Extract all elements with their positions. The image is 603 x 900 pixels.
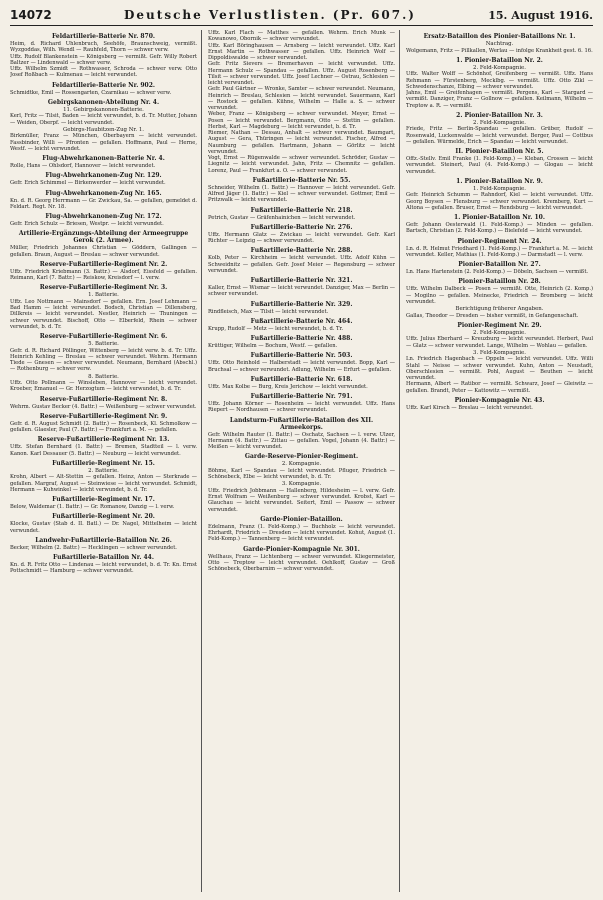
casualty-entry: Gefr. Wilhelm Rauter (1. Battr.) — Oschatz, Sachsen — l. verw. Ulzer, Hermann (4. Battr.) — Zittau — gefallen. Vogel, Johann (4. Battr.) — Meißen — leicht verwundet.: [208, 431, 395, 450]
masthead: [10, 8, 593, 26]
section-heading: Landwehr-Fußartillerie-Bataillon Nr. 26.: [35, 536, 172, 544]
sub-heading: Gebirgs-Haubitzen-Zug Nr. 1.: [63, 126, 144, 133]
section-heading: Flug-Abwehrkanonen-Batterie Nr. 4.: [42, 155, 165, 162]
sub-heading: Nachtrag.: [485, 41, 514, 47]
section-heading: Garde-Pionier-Kompagnie Nr. 301.: [243, 545, 360, 553]
sub-heading: 8. Batterie.: [88, 373, 119, 380]
casualty-entry: Kerl, Fritz — Tilsit, Baden — leicht verwundet, b. d. Tr. Mutter, Johann — Weiden, Oberpf. — leicht verwundet.: [10, 113, 197, 126]
casualty-entry: Krüttiger, Wilhelm — Bochum, Westf. — gefallen.: [208, 343, 338, 349]
casualty-entry: Uffz. Otto Reinhold — Halberstadt — leicht verwundet. Bopp, Karl — Bruchsal — schwer verwundet. Adlung, Wilhelm — Erfurt — gefallen.: [208, 360, 395, 373]
sub-heading: 2. Feld-Kompagnie.: [473, 119, 526, 126]
casualty-entry: Wehrm. Gustav Becker (4. Battr.) — Weißenburg — schwer verwundet.: [10, 403, 197, 410]
section-heading: Flug-Abwehrkanonen-Zug Nr. 129.: [45, 172, 162, 180]
section-heading: Fußartillerie-Batterie Nr. 276.: [250, 223, 353, 231]
publication-title: Deutsche Verlustlisten. (Pr. 607.): [124, 8, 416, 22]
casualty-entry: Uffz. Karl Böringhausen — Arnsberg — leicht verwundet. Uffz. Karl Ernst Martin — Rothwasser — gefallen. Uffz. Heinrich Wolf — Dippoldiswalde — schwer verwundet.: [208, 42, 395, 61]
sub-heading: 11. Gebirgskanonen-Batterie.: [63, 106, 144, 113]
section-heading: 1. Pionier-Bataillon Nr. 10.: [454, 214, 545, 221]
section-heading: Fußartillerie-Batterie Nr. 55.: [252, 176, 351, 184]
section-heading: Fußartillerie-Batterie Nr. 503.: [250, 352, 353, 360]
casualty-entry: Uffz. Hermann Glatz — Zwickau — leicht verwundet. Gefr. Karl Richter — Leipzig — schwer verwundet.: [208, 231, 395, 244]
section-heading: Fußartillerie-Batterie Nr. 288.: [250, 247, 353, 255]
casualty-entry: Gefr. Paul Gärtner — Wronke, Samter — schwer verwundet. Neumann, Heinrich — Breslau, Schlesien — leicht verwundet. Sauermann, Karl — Rostock — gefallen. Kühne, Wilhelm — Halle a. S. — schwer verwundet.: [208, 86, 395, 111]
section-heading: Fußartillerie-Batterie Nr. 218.: [250, 206, 353, 214]
section-heading: Garde-Pionier-Bataillon.: [260, 515, 343, 523]
casualty-entry: Schneider, Wilhelm (1. Battr.) — Hannover — leicht verwundet. Gefr. Alfred Jäger (1. Battr.) — Kiel — schwer verwundet. Gottmer, Emil — Pritzwalk — leicht verwundet.: [208, 184, 395, 204]
section-heading: Pionier-Regiment Nr. 29.: [457, 321, 542, 329]
casualty-entry: Ln. d. R. Helmut Friedhard (1. Feld-Komp.) — Frankfurt a. M. — leicht verwundet. Keller, Mathias (1. Feld-Komp.) — Darmstadt — l. verw.: [406, 245, 593, 258]
casualty-entry: Gefr. Heinrich Schumm — Rahndorf, Kiel — leicht verwundet. Uffz. Georg Boysen — Flensburg — schwer verwundet. Kremberg, Kurt — Altona — gefallen. Bruser, Ernst — Rendsburg — leicht verwundet.: [406, 192, 593, 211]
casualty-entry: Gefr. Erich Schimmel — Birkenwerder — leicht verwundet.: [10, 180, 166, 187]
casualty-entry: Gefr. Johann Oesterwald (1. Feld-Komp.) — Minden — gefallen. Bartsch, Christian (2. Feld-Komp.) — Bielefeld — leicht verwundet.: [406, 222, 593, 235]
section-heading: Fußartillerie-Regiment Nr. 20.: [52, 513, 155, 521]
issue-date: 15. August 1916.: [488, 9, 593, 22]
sub-heading: 3. Kompagnie.: [281, 481, 322, 488]
sub-heading: 2. Feld-Kompagnie.: [473, 64, 526, 71]
casualty-entry: Edelmann, Franz (1. Feld-Komp.) — Buchholz — leicht verwundet. Ehrhardt, Friedrich — Dresden — leicht verwundet. Kohut, August (1. Feld-Komp.) — Tannenberg — leicht verwundet.: [208, 523, 395, 543]
section-heading: Fußartillerie-Bataillon Nr. 44.: [53, 554, 154, 561]
casualty-entry: Müller, Friedrich Johannes Christian — Göddern, Gallingen — gefallen. Braun, August — Breslau — schwer verwundet.: [10, 245, 197, 258]
casualty-entry: Hermann, Albert — Ratibor — vermißt. Schwarz, Josef — Gleiwitz — gefallen. Brandt, Peter — Kattowitz — vermißt.: [406, 381, 593, 394]
column-3: [406, 30, 593, 892]
casualty-entry: Gefr. d. R. Richard Pöllinger, Wittenberg — leicht verw. b. d. Tr. Uffz. Heinrich Kehling — Breslau — schwer verwundet. Wehrm. Hermann Tiede — Gnesen — schwer verwundet. Neumann, Bernhard (Abschl.) — Rothenburg — schwer verw.: [10, 347, 197, 373]
sub-heading: 5. Batterie.: [88, 341, 119, 347]
section-heading: Fußartillerie-Batterie Nr. 618.: [250, 375, 353, 383]
casualty-entry: Uffz. Rudolf Blankenstein — Königsberg — vermißt. Gefr. Willy Robert Baltzer — Lindenwald — schwer verw.: [10, 53, 197, 66]
casualty-entry: Ln. Hans Hartenstein (2. Feld-Komp.) — Döbeln, Sachsen — vermißt.: [406, 269, 589, 275]
section-heading: Flug-Abwehrkanonen-Zug Nr. 165.: [45, 189, 162, 197]
casualty-entry: Uffz. Otto Pollmann — Winsleben, Hannover — leicht verwundet. Kroeber, Emanuel — Gr. Herzogtum — leicht verwundet, b. d. Tr.: [10, 380, 197, 393]
section-heading: Flug-Abwehrkanonen-Zug Nr. 172.: [45, 213, 162, 220]
section-heading: Fußartillerie-Batterie Nr. 791.: [250, 393, 353, 400]
sub-heading: Berichtigung früherer Angaben.: [455, 306, 544, 312]
section-heading: 1. Pionier-Bataillon Nr. 9.: [456, 177, 543, 185]
casualty-entry: Weber, Franz — Königsberg — schwer verwundet. Meyer, Ernst — Posen — leicht verwundet. Bergmann, Otto — Stettin — gefallen. Herbst, Karl — Magdeburg — leicht verwundet, b. d. Tr.: [208, 111, 395, 130]
section-heading: Reserve-Fußartillerie-Regiment Nr. 2.: [39, 260, 168, 268]
casualty-entry: Uffz. Leo Nottmann — Mainsdorf — gefallen. Ern. Josef Lehmann — Bad Hamm — leicht verwundet. Bodsch, Christian — Dillensberg, Dillkreis — leicht verwundet. Nestler, Heinrich — Thuningen — schwer verwundet. Bischoff, Otto — Elberfeld, Rhein — schwer verwundet, b. d. Tr.: [10, 298, 197, 330]
casualty-entry: Jahns, Emil — Greifenhagen — vermißt. Pergens, Karl — Stargard — vermißt. Danziger, Franz — Gollnow — gefallen. Keilmann, Wilhelm — Treptow a. R. — vermißt.: [406, 90, 593, 109]
casualty-entry: Uffz. Stefan Bernhard (1. Battr.) — Bremen, Stadtteil — l. verw. Kanon. Karl Dessauer (5. Battr.) — Neuburg — leicht verwundet.: [10, 444, 197, 457]
casualty-entry: Schmidtke, Emil — Rossengarten, Czarnikau — schwer verw.: [10, 89, 172, 96]
casualty-entry: Rolle, Hans — Ohlsdorf, Hannover — leicht verwundet.: [10, 163, 156, 169]
section-heading: Fußartillerie-Regiment Nr. 15.: [52, 459, 155, 467]
columns: [10, 30, 593, 892]
casualty-entry: Becker, Wilhelm (2. Battr.) — Hecklingen — schwer verwundet.: [10, 544, 177, 551]
casualty-entry: Below, Waldemar (1. Battr.) — Gr. Romanow, Danzig — l. verw.: [10, 504, 175, 510]
casualty-entry: Kaller, Ernst — Wismar — leicht verwundet. Danziger, Max — Berlin — schwer verwundet.: [208, 285, 395, 298]
casualty-entry: Krohn, Albert — Alt-Stettin — gefallen. Heinz, Anton — Sterkrade — gefallen. Margraf, August — Steinwiese — leicht verwundet. Schmidt, Hermann — Kuhwinkel — leicht verwundet, b. d. Tr.: [10, 474, 197, 493]
section-heading: Reserve-Fußartillerie-Regiment Nr. 6.: [39, 333, 168, 340]
sub-heading: 1. Batterie.: [88, 292, 119, 299]
section-heading: II. Pionier-Bataillon Nr. 5.: [455, 148, 544, 155]
section-heading: Pionier-Regiment Nr. 24.: [457, 237, 542, 245]
casualty-entry: Wolgemann, Fritz — Pillkallen, Werlau — infolge Krankheit gest. 6. 16.: [406, 47, 593, 54]
section-heading: Reserve-Fußartillerie-Regiment Nr. 3.: [39, 284, 168, 292]
casualty-entry: Uffz. Johann Körner — Rosenheim — leicht verwundet. Uffz. Hans Riepert — Nordhausen — schwer verwundet.: [208, 401, 395, 414]
section-heading: Reserve-Fußartillerie-Regiment Nr. 9.: [39, 412, 168, 420]
section-heading: 2. Pionier-Bataillon Nr. 3.: [456, 111, 543, 119]
casualty-entry: Kn. d. R. Fritz Otto — Lindenau — leicht verwundet, b. d. Tr. Kn. Ernst Pottschmidt — Hamburg — schwer verwundet.: [10, 562, 197, 575]
section-heading: Pionier-Kompagnie Nr. 43.: [454, 396, 545, 404]
sub-heading: 3. Feld-Kompagnie.: [473, 349, 526, 356]
casualty-entry: Uffz. Karl Kirsch — Breslau — leicht verwundet.: [406, 404, 533, 411]
sub-heading: 2. Feld-Kompagnie.: [473, 329, 526, 336]
casualty-entry: Uffz. Friedrich Jobbmann — Hallenberg, Hildesheim — l. verw. Gefr. Ernst Wolfram — Weißenburg — schwer verwundet. Krobst, Karl — Glauchau — leicht verwundet. Seitert, Emil — Passow — schwer verwundet.: [208, 487, 395, 513]
casualty-entry: Uffz. Walter Wolff — Schönhof, Greifenberg — vermißt. Uffz. Hans Rehmann — Fürstenberg, Mecklbg. — vermißt. Uffz. Otto Zikl — Schwedenschanze, Elbing — schwer verwundet.: [406, 71, 593, 90]
section-heading: Pionier-Bataillon Nr. 27.: [458, 261, 541, 268]
casualty-entry: Heim, d. Richard Uhlenbruch, Seehöfe, Braunschweig, vermißt. Wyzgoddas, Wilh. Wendl — Rauhfeld, Thorn — schwer verw.: [10, 41, 197, 54]
section-heading: Artillerie-Ergänzungs-Abteilung der Armeegruppe Gerok (2. Armee).: [18, 230, 189, 245]
casualty-entry: Uffz. Karl Flach — Matthes — gefallen. Wehrm. Erich Munk — Kowanowo, Obornik — schwer verwundet.: [208, 30, 395, 43]
casualty-entry: Offz.-Stellv. Emil Franke (1. Feld-Komp.) — Kleban, Crossen — leicht verwundet. Steinert, Paul (4. Feld-Komp.) — Glogau — leicht verwundet.: [406, 156, 593, 175]
section-heading: Reserve-Fußartillerie-Regiment Nr. 13.: [37, 436, 170, 444]
section-heading: Fußartillerie-Batterie Nr. 329.: [250, 300, 353, 308]
section-heading: Reserve-Fußartillerie-Regiment Nr. 8.: [39, 395, 168, 403]
casualty-entry: Kolb, Peter — Kirchheim — leicht verwundet. Uffz. Adolf Kühn — Schweidnitz — gefallen. Gefr. Josef Meier — Regensburg — schwer verwundet.: [208, 255, 395, 274]
section-heading: Fußartillerie-Batterie Nr. 321.: [250, 277, 353, 284]
casualty-entry: Riemer, Nathan — Dessau, Anhalt — schwer verwundet. Baumgart, August — Gera, Thüringen — leicht verwundet. Fischer, Alfred — Naumburg — gefallen. Hartmann, Johann — Görlitz — leicht verwundet.: [208, 130, 395, 155]
section-heading: Fußartillerie-Batterie Nr. 464.: [250, 317, 353, 325]
sub-heading: 2. Batterie.: [88, 467, 119, 474]
casualty-entry: Rindfleisch, Max — Tilsit — leicht verwundet.: [208, 308, 329, 315]
casualty-entry: Gefr. Erich Schulz — Briesen, Westpr. — leicht verwundet.: [10, 221, 164, 227]
section-heading: Garde-Reserve-Pionier-Regiment.: [244, 453, 359, 461]
section-heading: 1. Pionier-Bataillon Nr. 2.: [456, 56, 543, 64]
section-heading: Feldartillerie-Batterie Nr. 870.: [52, 33, 155, 40]
casualty-entry: Ln. Friedrich Hagenbach — Oppeln — leicht verwundet. Uffz. Willi Stahl — Neisse — schwer verwundet. Kuhn, Anton — Neustadt, Oberschlesien — vermißt. Pohl, August — Beuthen — leicht verwundet.: [406, 356, 593, 381]
casualty-entry: Wellhaus, Franz — Lichtenberg — schwer verwundet. Kliegermeister, Otto — Treptow — leicht verwundet. Oehlkoff, Gustav — Groß Schönebeck, Oberbarnim — schwer verwundet.: [208, 553, 395, 572]
section-heading: Landsturm-Fußartillerie-Bataillon des XII. Armeekorps.: [229, 416, 374, 431]
casualty-entry: Krupp, Rudolf — Metz — leicht verwundet, b. d. Tr.: [208, 325, 344, 332]
casualty-entry: Gefr. d. R. August Schmidt (2. Battr.) — Rosenbeck, Kl. Schmolkow — gefallen. Glaesler, Paul (7. Battr.) — Frankfurt a. M. — gefallen.: [10, 420, 197, 433]
sub-heading: 2. Kompagnie.: [281, 461, 322, 468]
page-number: 14072: [10, 8, 52, 22]
casualty-entry: Klocke, Gustav (Stab d. II. Batl.) — Dr. Nagel, Mittelheim — leicht verwundet.: [10, 521, 197, 534]
section-heading: Gebirgskanonen-Abteilung Nr. 4.: [47, 98, 160, 106]
casualty-entry: Uffz. Max Kolbe — Burg, Kreis Jerichow — leicht verwundet.: [208, 383, 368, 390]
casualty-entry: Vogt, Ernst — Rügenwalde — schwer verwundet. Schröder, Gustav — Liegnitz — leicht verwundet. Jahn, Fritz — Chemnitz — gefallen. Lorenz, Paul — Frankfurt a. O. — schwer verwundet.: [208, 155, 395, 174]
casualty-entry: Uffz. Julius Eberhard — Kreuzburg — leicht verwundet. Herbert, Paul — Glatz — schwer verwundet. Lange, Wilhelm — Wohlau — gefallen.: [406, 336, 593, 349]
section-heading: Ersatz-Bataillon des Pionier-Bataillons Nr. 1.: [423, 33, 576, 40]
casualty-entry: Friede, Fritz — Berlin-Spandau — gefallen. Grüber, Rudolf — Rosenwald, Luckenwalde — leicht verwundet. Berger, Paul — Cottbus — gefallen. Würmelde, Erich — Spandau — leicht verwundet.: [406, 126, 593, 145]
casualty-entry: Kn. d. R. Georg Herrmann — Gr. Zwickau, Sa. — gefallen, gemeldet d. Feldart. Regt. Nr. 18.: [10, 197, 197, 210]
casualty-entry: Gallas, Theodor — Dresden — bisher vermißt, in Gefangenschaft.: [406, 312, 579, 319]
section-heading: Fußartillerie-Regiment Nr. 17.: [52, 496, 155, 503]
casualty-entry: Gefr. Fritz Sievers — Bremerhaven — leicht verwundet. Uffz. Hermann Schulz — Spandau — gefallen. Uffz. August Rosenberg — Tilsit — schwer verwundet. Uffz. Josef Lechner — Ostrau, Schlesien — leicht verwundet.: [208, 61, 395, 86]
section-heading: Fußartillerie-Batterie Nr. 488.: [250, 335, 353, 342]
casualty-entry: Birkmüller, Franz — München, Oberbayern — leicht verwundet. Fassbinder, Willi — Pfronten — gefallen. Hoffmann, Paul — Herne, Westf. — leicht verwundet.: [10, 133, 197, 152]
column-2: [208, 30, 400, 892]
casualty-entry: Uffz. Wilhelm Szmidt — Rothwasser, Schroda — schwer verw. Otto Josef Roßbach — Kulmenau — leicht verwundet.: [10, 66, 197, 79]
section-heading: Pionier-Bataillon Nr. 28.: [458, 278, 541, 286]
casualty-entry: Uffz. Wilhelm Dalbeck — Posen — vermißt. Otte, Heinrich (2. Komp.) — Mogilno — gefallen. Meinecke, Friedrich — Bromberg — leicht verwundet.: [406, 286, 593, 305]
casualty-entry: Petrich, Gustav — Gräfenhainichen — leicht verwundet.: [208, 214, 356, 221]
sub-heading: 1. Feld-Kompagnie.: [473, 185, 526, 192]
casualty-entry: Böhme, Karl — Spandau — leicht verwundet. Pfluger, Friedrich — Schönebeck, Elbe — leicht verwundet, b. d. Tr.: [208, 467, 395, 480]
column-1: [10, 30, 202, 892]
section-heading: Feldartillerie-Batterie Nr. 902.: [52, 81, 155, 89]
casualty-entry: Uffz. Friedrich Kriebmann (3. Battr.) — Alsdorf, Eissfeld — gefallen. Reimann, Karl (7. Battr.) — Reiskow, Kreisdorf — l. verw.: [10, 268, 197, 281]
